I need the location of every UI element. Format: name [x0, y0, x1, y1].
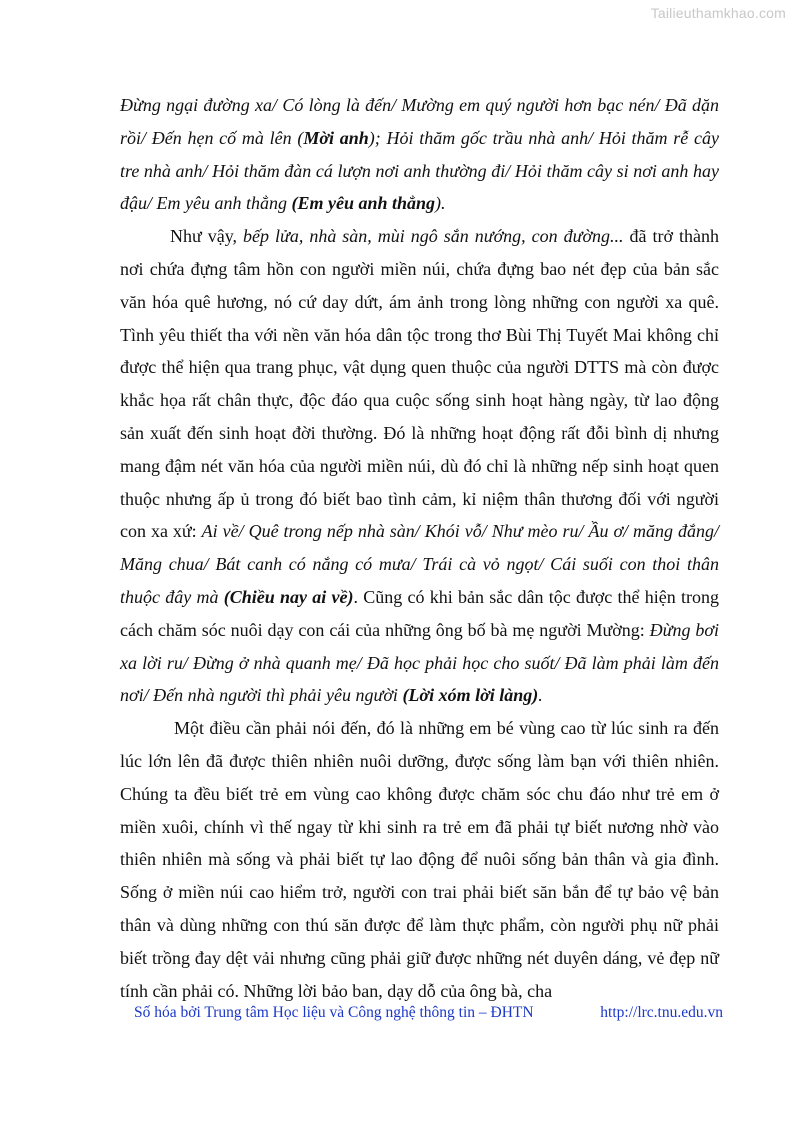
footer-source: Số hóa bởi Trung tâm Học liệu và Công nghệ thông tin – ĐHTN [134, 1004, 534, 1021]
text-segment: Như vậy, [170, 226, 244, 247]
text-segment: đã trở thành nơi chứa đựng tâm hồn con người miền núi, chứa đựng bao nét đẹp của bản sắc văn hóa quê hương, nó cứ day dứt, ám ảnh trong lòng những con người xa quê. Tình yêu thiết tha với nền văn hóa dân tộc trong thơ Bùi Thị Tuyết Mai không chỉ được thể hiện qua trang phục, vật dụng quen thuộc của người DTTS mà còn được khắc họa rất chân thực, độc đáo qua cuộc sống sinh hoạt hàng ngày, từ lao động sản xuất đến sinh hoạt đời thường. Đó là những hoạt động rất đỗi bình dị nhưng mang đậm nét văn hóa của người miền núi, dù đó chỉ là những nếp sinh hoạt quen thuộc nhưng ấp ủ trong đó biết bao tình cảm, kỉ niệm thân thương đối với người con xa xứ: [120, 226, 720, 542]
text-segment: bếp lửa, nhà sàn, mùi ngô sắn nướng, con đường... [243, 226, 624, 247]
text-segment: (Em yêu anh thẳng [291, 193, 436, 214]
text-segment: Một điều cần phải nói đến, đó là những em bé vùng cao từ lúc sinh ra đến lúc lớn lên đã được thiên nhiên nuôi dưỡng, được sống làm bạn với thiên nhiên. Chúng ta đều biết trẻ em vùng cao không được chăm sóc chu đáo như trẻ em ở miền xuôi, chính vì thế ngay từ khi sinh ra trẻ em đã phải tự biết nương nhờ vào thiên nhiên mà sống và phải biết tự lao động để nuôi sống bản thân và gia đình. Sống ở miền núi cao hiểm trở, người con trai phải biết săn bắn để tự bảo vệ bản thân và dùng những con thú săn được để làm thực phẩm, còn người phụ nữ phải biết trồng đay dệt vải nhưng cũng phải giữ được những nét duyên dáng, vẻ đẹp nữ tính cần phải có. Những lời bảo ban, dạy dỗ của ông bà, cha [120, 718, 719, 1001]
text-segment: Đừng bơi xa lời ru/ Đừng ở nhà quanh mẹ/ Đã học phải học cho suốt/ Đã làm phải làm đến nơi/ Đến nhà người thì phải yêu người [120, 619, 719, 706]
text-segment: . Cũng có khi bản sắc dân tộc được thể hiện trong cách chăm sóc nuôi dạy con cái của những ông bố bà mẹ người Mường: [120, 586, 719, 640]
text-segment: . [538, 685, 543, 706]
text-segment: Ai về/ Quê trong nếp nhà sàn/ Khói vỗ/ Như mèo ru/ Ầu ơ/ măng đắng/ Măng chua/ Bát canh có nắng có mưa/ Trái cà vỏ ngọt/ Cái suối con thoi thân thuộc đây mà [120, 521, 719, 607]
text-segment: (Lời xóm lời làng) [402, 685, 539, 706]
text-segment: Mời anh [303, 127, 369, 148]
footer [134, 1004, 723, 1022]
text-segment: (Chiều nay ai về) [223, 586, 354, 607]
paragraph-culture [120, 220, 719, 712]
watermark: Tailieuthamkhao.com [650, 5, 786, 21]
document-body [120, 89, 719, 1007]
paragraph-children [120, 712, 719, 1007]
footer-url[interactable]: http://lrc.tnu.edu.vn [600, 1004, 723, 1021]
text-segment: ); Hỏi thăm gốc trầu nhà anh/ Hỏi thăm rễ cây tre nhà anh/ Hỏi thăm đàn cá lượn nơi anh thường đi/ Hỏi thăm cây si nơi anh hay đậu/ Em yêu anh thẳng [120, 127, 719, 214]
text-segment: Đừng ngại đường xa/ Có lòng là đến/ Mường em quý người hơn bạc nén/ Đã dặn rồi/ Đến hẹn cố mà lên ( [120, 95, 719, 148]
paragraph-poem-excerpt [120, 89, 719, 220]
text-segment: ). [435, 193, 446, 214]
